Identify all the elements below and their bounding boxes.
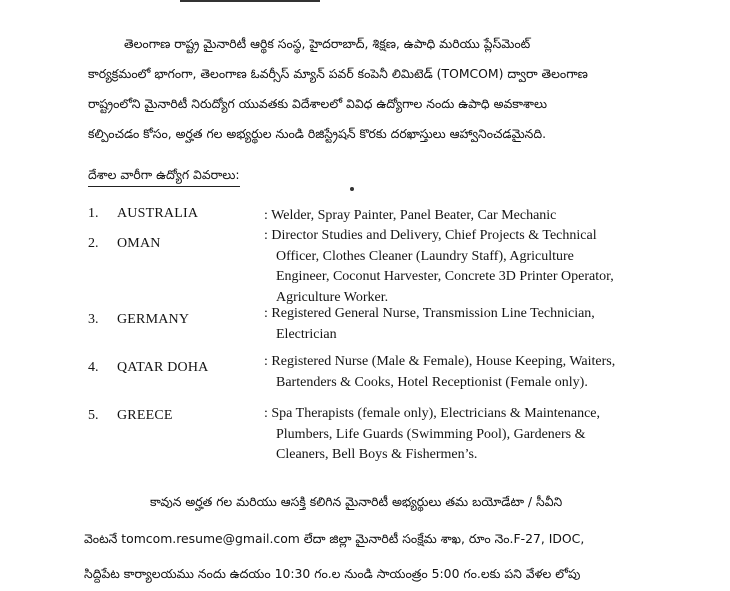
section-heading: దేశాల వారీగా ఉద్యోగ వివరాలు: [88, 167, 240, 187]
job-line: Agriculture Worker. [276, 289, 389, 305]
closing-line: వెంటనే tomcom.resume@gmail.com లేదా జిల్లా మైనారిటీ సంక్షేమ శాఖ, రూం నెం.F-27, IDOC, [84, 531, 585, 546]
country-number: 5. [88, 408, 99, 423]
country-name: QATAR DOHA [117, 360, 209, 375]
intro-line: తెలంగాణ రాష్ట్ర మైనారిటీ ఆర్థిక సంస్థ, హైదరాబాద్, శిక్షణ, ఉపాధి మరియు ప్లేస్‌మెంట్ [124, 36, 531, 51]
job-list [264, 404, 600, 466]
job-line: Cleaners, Bell Boys & Fishermen’s. [276, 447, 478, 462]
country-number: 4. [88, 360, 99, 375]
country-number: 2. [88, 236, 99, 251]
country-name: AUSTRALIA [117, 206, 199, 221]
job-list [264, 304, 595, 345]
job-line: : Registered General Nurse, Transmission Line Technician, [264, 306, 595, 321]
job-list [264, 226, 614, 308]
job-line: Electrician [276, 326, 337, 342]
job-line: : Spa Therapists (female only), Electricians & Maintenance, [264, 406, 601, 421]
job-list [264, 352, 615, 393]
country-number: 1. [88, 206, 99, 221]
closing-line: కావున అర్హత గల మరియు ఆసక్తి కలిగిన మైనారిటీ అభ్యర్థులు తమ బయోడేటా / సీవీని [150, 494, 563, 509]
country-name: GERMANY [117, 312, 190, 327]
country-number: 3. [88, 312, 99, 327]
job-line: Engineer, Coconut Harvester, Concrete 3D Printer Operator, [276, 269, 614, 284]
stray-dot [350, 187, 354, 191]
intro-line: రాష్ట్రంలోని మైనారిటీ నిరుద్యోగ యువతకు విదేశాలలో వివిధ ఉద్యోగాల నందు ఉపాధి అవకాశాలు [88, 96, 548, 111]
country-name: GREECE [117, 408, 173, 423]
intro-line: కల్పించడం కోసం, అర్హత గల అభ్యర్థుల నుండి రిజిస్ట్రేషన్ కొరకు దరఖాస్తులు ఆహ్వానించడమైనది. [88, 126, 547, 141]
job-line: : Director Studies and Delivery, Chief Projects & Technical [264, 228, 597, 243]
country-name: OMAN [117, 236, 161, 251]
job-list [264, 206, 556, 227]
job-line: : Registered Nurse (Male & Female), House Keeping, Waiters, [264, 354, 616, 369]
intro-line: కార్యక్రమంలో భాగంగా, తెలంగాణ ఓవర్సీస్ మ్యాన్ పవర్ కంపెనీ లిమిటెడ్ (TOMCOM) ద్వారా తెలంగాణ [88, 66, 588, 81]
job-line: Plumbers, Life Guards (Swimming Pool), Gardeners & [276, 426, 586, 442]
top-underline-fragment [180, 0, 320, 2]
job-line: : Welder, Spray Painter, Panel Beater, Car Mechanic [264, 208, 557, 223]
job-line: Bartenders & Cooks, Hotel Receptionist (Female only). [276, 374, 588, 390]
job-line: Officer, Clothes Cleaner (Laundry Staff), Agriculture [276, 248, 574, 264]
closing-line: సిద్దిపేట కార్యాలయము నందు ఉదయం 10:30 గం.ల నుండి సాయంత్రం 5:00 గం.లకు పని వేళల లోపు [84, 566, 581, 581]
